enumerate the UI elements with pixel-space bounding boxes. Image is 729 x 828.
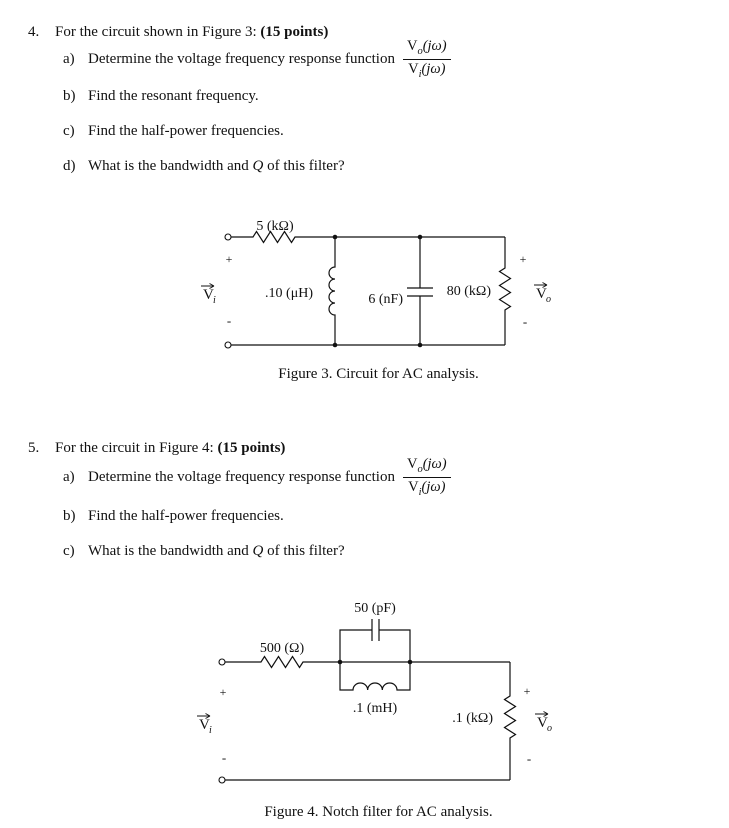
inductor-branch (340, 662, 410, 690)
input-terminal-top (225, 234, 231, 240)
item-label: c) (63, 123, 75, 139)
item-label: c) (63, 543, 75, 559)
input-terminal-top (219, 659, 225, 665)
item-text-pre: What is the bandwidth and (88, 543, 253, 559)
item-text: Find the half-power frequencies. (88, 123, 284, 139)
den-subscript: i (418, 68, 422, 80)
vi-minus-sign: - (226, 313, 232, 328)
vo-output-label (535, 712, 552, 735)
den-argument: (jω) (421, 60, 446, 77)
num-argument: (jω) (422, 455, 447, 472)
vi-base: V (199, 717, 210, 733)
vi-subscript: i (213, 295, 216, 306)
fraction-numerator (403, 456, 451, 478)
input-terminal-bottom (225, 342, 231, 348)
inductor-label: .10 (μH) (265, 286, 313, 301)
fraction-denominator (404, 478, 449, 499)
inductor-symbol (329, 237, 335, 345)
vi-plus-sign: + (219, 685, 227, 699)
junction-dot (418, 235, 423, 240)
item-label: b) (63, 88, 76, 104)
capacitor-label: 6 (nF) (368, 292, 403, 307)
problem-5-title: For the circuit in Figure 4: (55, 440, 218, 456)
load-resistor-label: .1 (kΩ) (452, 711, 493, 726)
den-subscript: i (418, 486, 422, 498)
vi-plus-sign: + (225, 252, 233, 266)
series-resistor-wire (225, 657, 510, 668)
capacitor-label: 50 (pF) (354, 601, 396, 616)
num-base: V (406, 455, 418, 472)
num-subscript: o (417, 45, 423, 57)
junction-dot (408, 660, 413, 665)
problem-5-item-c (63, 543, 345, 560)
series-resistor-label: 500 (Ω) (259, 641, 305, 656)
junction-dot (338, 660, 343, 665)
inductor-label: .1 (mH) (352, 701, 398, 716)
vi-base: V (203, 287, 214, 303)
problem-4-item-b (63, 88, 259, 105)
vo-subscript: o (547, 723, 552, 734)
vi-source-label (201, 284, 216, 307)
junction-dot (333, 235, 338, 240)
item-text: Find the half-power frequencies. (88, 508, 284, 524)
problem-4-item-c (63, 123, 284, 140)
problem-5-item-a (63, 454, 451, 500)
problem-4-title: For the circuit shown in Figure 3: (55, 24, 261, 40)
fraction-denominator (404, 60, 449, 81)
series-resistor-label: 5 (kΩ) (256, 219, 294, 234)
input-terminal-bottom (219, 777, 225, 783)
vo-base: V (537, 715, 548, 731)
problem-5-number: 5. (28, 440, 40, 456)
problem-4-number: 4. (28, 24, 40, 40)
vo-plus-sign: + (519, 252, 527, 266)
fraction-numerator (403, 38, 451, 60)
item-text-pre: What is the bandwidth and (88, 158, 253, 174)
problem-4-item-d (63, 158, 345, 175)
num-subscript: o (417, 463, 423, 475)
capacitor-branch (340, 619, 410, 662)
den-base: V (408, 478, 419, 495)
figure3-circuit-diagram (185, 210, 565, 360)
frequency-response-fraction (403, 38, 451, 81)
vo-subscript: o (546, 294, 551, 305)
vo-minus-sign: - (522, 314, 528, 329)
den-base: V (408, 60, 419, 77)
quality-factor-symbol: Q (252, 158, 264, 174)
item-text: Find the resonant frequency. (88, 88, 259, 104)
item-label: b) (63, 508, 76, 524)
frequency-response-fraction (403, 456, 451, 499)
junction-dot (418, 343, 423, 348)
vo-minus-sign: - (526, 751, 532, 766)
item-label: d) (63, 158, 76, 174)
item-text-post: of this filter? (263, 543, 345, 559)
vo-plus-sign: + (523, 684, 531, 698)
junction-dot (333, 343, 338, 348)
item-label: a) (63, 50, 75, 67)
problem-5-item-b (63, 508, 284, 525)
figure4-circuit-diagram (185, 588, 565, 788)
vi-source-label (197, 714, 212, 737)
item-label: a) (63, 468, 75, 485)
problem-4-points: (15 points) (260, 24, 329, 40)
vo-output-label (534, 283, 551, 306)
item-text: Determine the voltage frequency response function (88, 50, 395, 67)
figure4-caption: Figure 4. Notch filter for AC analysis. (264, 804, 493, 820)
load-resistor-symbol (505, 662, 516, 780)
item-text-post: of this filter? (263, 158, 345, 174)
vi-subscript: i (209, 725, 212, 736)
problem-4-item-a (63, 36, 451, 82)
quality-factor-symbol: Q (252, 543, 264, 559)
load-resistor-label: 80 (kΩ) (446, 284, 491, 299)
vo-base: V (536, 286, 547, 302)
figure3-caption: Figure 3. Circuit for AC analysis. (278, 366, 479, 382)
vi-minus-sign: - (221, 750, 227, 765)
den-argument: (jω) (421, 478, 446, 495)
problem-5-points: (15 points) (217, 440, 286, 456)
item-text: Determine the voltage frequency response function (88, 468, 395, 485)
capacitor-symbol (407, 237, 433, 345)
num-argument: (jω) (422, 37, 447, 54)
load-resistor-symbol (500, 237, 511, 345)
num-base: V (406, 37, 418, 54)
